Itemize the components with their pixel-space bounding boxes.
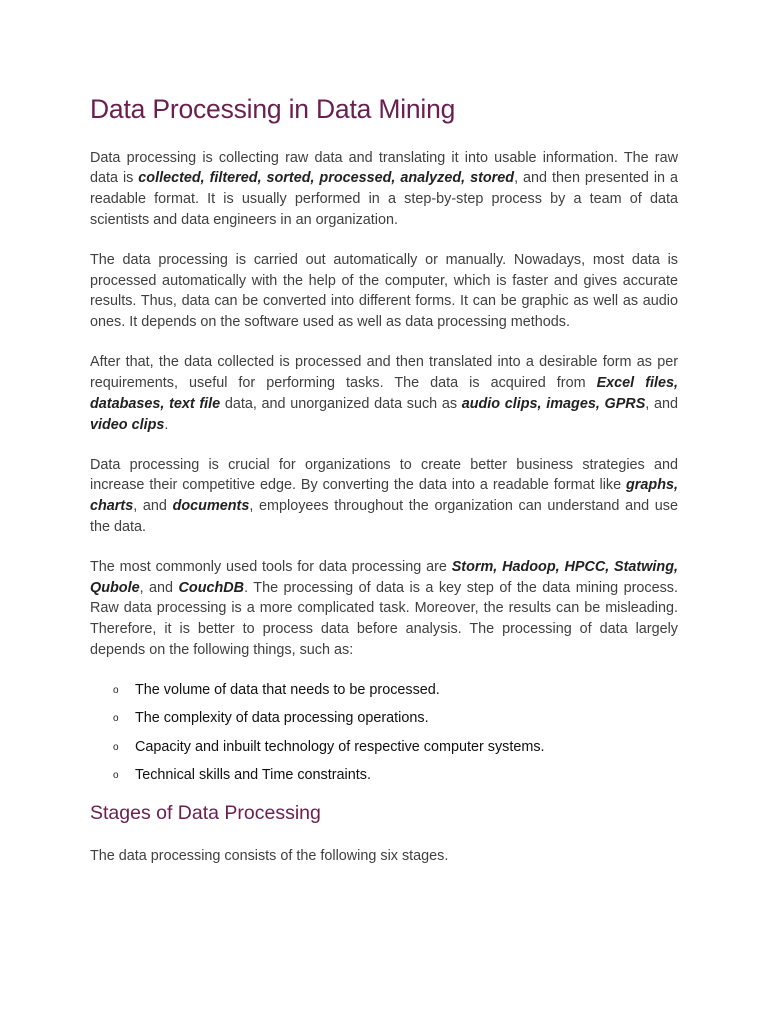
text-run: , and <box>133 498 173 515</box>
bullet-icon: o <box>113 713 119 725</box>
emphasis-text: video clips <box>90 416 165 433</box>
list-item <box>90 708 678 728</box>
text-run: The data processing is carried out automatically or manually. Nowadays, most data is processed automatically with the help of the computer, which is faster and gives accurate results. Thus, data can be converted into different forms. It can be graphic as well as audio ones. It depends on the software used as well as data processing methods. <box>90 252 678 331</box>
bullet-icon: o <box>113 741 119 753</box>
list-item-text: The complexity of data processing operations. <box>135 710 429 727</box>
emphasis-text: collected, filtered, sorted, processed, analyzed, stored <box>138 170 515 187</box>
text-run: The data processing consists of the following six stages. <box>90 848 449 865</box>
text-run: , and <box>645 395 678 412</box>
text-run: , and <box>139 579 179 596</box>
list-item <box>90 680 678 700</box>
emphasis-text: graphs, charts <box>90 477 678 515</box>
bullet-icon: o <box>113 685 119 697</box>
text-run: Data processing is collecting raw data and translating it into usable information. The raw data is <box>90 149 678 187</box>
paragraph-intro <box>90 148 678 231</box>
document-page <box>90 92 678 886</box>
paragraph-importance <box>90 455 678 538</box>
text-run: , employees throughout the organization can understand and use the data. <box>90 498 678 535</box>
text-run: . The processing of data is a key step of the data mining process. Raw data processing is a more complicated task. Moreover, the results can be misleading. Therefore, it is better to process data before analysis. The processing of data largely depends on the following things, such as: <box>90 579 678 658</box>
factors-list <box>90 680 678 785</box>
bullet-icon: o <box>113 769 119 781</box>
emphasis-text: CouchDB <box>178 579 245 596</box>
emphasis-text: Storm, Hadoop, HPCC, Statwing, Qubole <box>90 559 678 596</box>
paragraph-tools <box>90 557 678 661</box>
paragraph-sources <box>90 352 678 435</box>
list-item-text: Technical skills and Time constraints. <box>135 766 371 783</box>
text-run: The most commonly used tools for data processing are <box>90 559 452 576</box>
section-heading: Stages of Data Processing <box>90 801 321 824</box>
page-title: Data Processing in Data Mining <box>90 94 456 124</box>
text-run: . <box>164 416 169 433</box>
list-item <box>90 737 678 757</box>
text-run: , and then presented in a readable format. It is usually performed in a step-by-step process by a team of data scientists and data engineers in an organization. <box>90 170 678 228</box>
list-item-text: Capacity and inbuilt technology of respective computer systems. <box>135 738 545 755</box>
emphasis-text: audio clips, images, GPRS <box>461 395 646 412</box>
emphasis-text: documents <box>172 498 250 515</box>
list-item <box>90 765 678 785</box>
text-run: Data processing is crucial for organizations to create better business strategies and increase their competitive edge. By converting the data into a readable format like <box>90 456 678 494</box>
text-run: After that, the data collected is processed and then translated into a desirable form as per requirements, useful for performing tasks. The data is acquired from <box>90 354 678 392</box>
paragraph-automation <box>90 250 678 333</box>
text-run: data, and unorganized data such as <box>220 395 462 412</box>
paragraph-stages <box>90 846 678 867</box>
emphasis-text: Excel files, databases, text file <box>90 375 678 412</box>
list-item-text: The volume of data that needs to be processed. <box>135 682 440 699</box>
